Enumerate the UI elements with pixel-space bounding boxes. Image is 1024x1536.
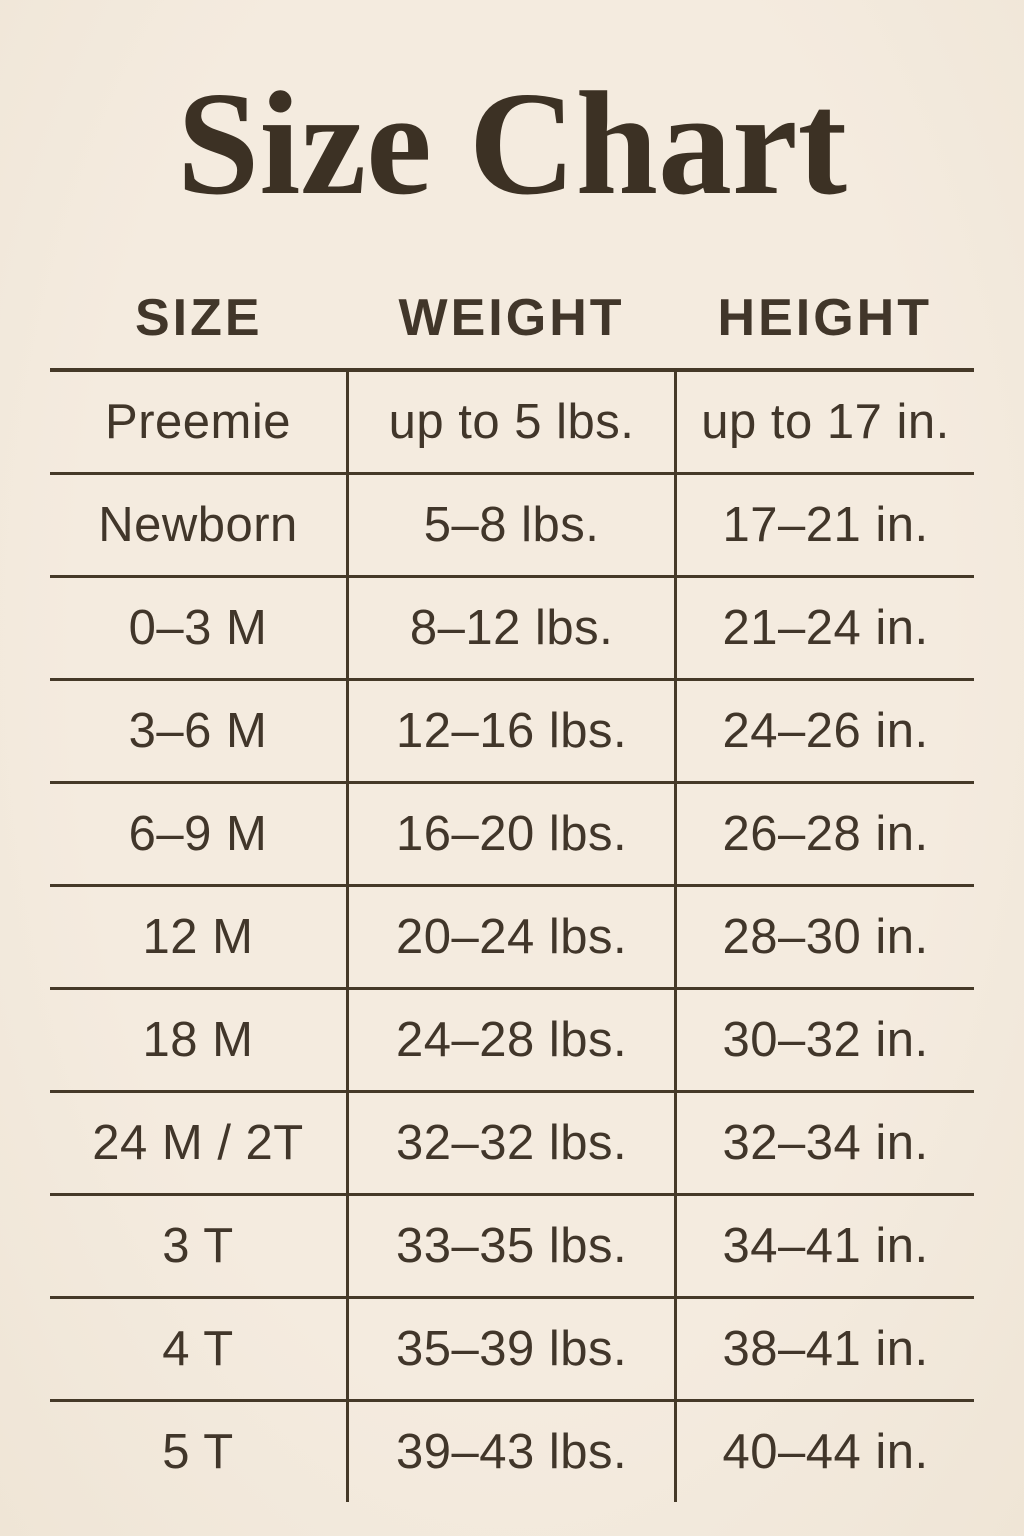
- table-row: [50, 1401, 974, 1503]
- cell-size: 4 T: [50, 1298, 348, 1401]
- table-row: [50, 783, 974, 886]
- cell-weight: 20–24 lbs.: [348, 886, 676, 989]
- cell-weight: 8–12 lbs.: [348, 577, 676, 680]
- table-row: [50, 577, 974, 680]
- cell-height: 24–26 in.: [676, 680, 974, 783]
- table-body: [50, 370, 974, 1502]
- cell-height: 28–30 in.: [676, 886, 974, 989]
- cell-size: Preemie: [105, 395, 291, 449]
- cell-size: 3–6 M: [50, 680, 348, 783]
- column-header-weight: WEIGHT: [348, 268, 676, 370]
- cell-size: 0–3 M: [50, 577, 348, 680]
- size-chart-table: [50, 268, 974, 1502]
- table-row: [50, 1092, 974, 1195]
- table-row: [50, 474, 974, 577]
- cell-weight: 33–35 lbs.: [348, 1195, 676, 1298]
- header-row: [50, 268, 974, 370]
- cell-height: 26–28 in.: [676, 783, 974, 886]
- cell-size: 6–9 M: [50, 783, 348, 886]
- table-row: [50, 370, 974, 474]
- table-row: [50, 989, 974, 1092]
- cell-size: 24 M / 2T: [50, 1092, 348, 1195]
- cell-weight: 5–8 lbs.: [348, 474, 676, 577]
- cell-height: 32–34 in.: [676, 1092, 974, 1195]
- cell-size: Newborn: [50, 474, 348, 577]
- cell-height: 38–41 in.: [676, 1298, 974, 1401]
- cell-height: 30–32 in.: [676, 989, 974, 1092]
- cell-height: 21–24 in.: [676, 577, 974, 680]
- table-header: [50, 268, 974, 370]
- table-row: [50, 1298, 974, 1401]
- table-row: [50, 680, 974, 783]
- cell-weight: up to 5 lbs.: [348, 370, 676, 474]
- table-row: [50, 1195, 974, 1298]
- cell-weight: 16–20 lbs.: [348, 783, 676, 886]
- cell-size: 18 M: [50, 989, 348, 1092]
- cell-weight: 12–16 lbs.: [348, 680, 676, 783]
- cell-weight: 39–43 lbs.: [348, 1401, 676, 1503]
- cell-size: 5 T: [50, 1401, 348, 1503]
- cell-height: 34–41 in.: [676, 1195, 974, 1298]
- cell-size: 3 T: [50, 1195, 348, 1298]
- cell-weight: 35–39 lbs.: [348, 1298, 676, 1401]
- cell-weight: 24–28 lbs.: [348, 989, 676, 1092]
- cell-weight: 32–32 lbs.: [348, 1092, 676, 1195]
- cell-height: 40–44 in.: [676, 1401, 974, 1503]
- table-row: [50, 886, 974, 989]
- column-header-height: HEIGHT: [676, 268, 974, 370]
- cell-size: 12 M: [50, 886, 348, 989]
- page-title: Size Chart: [177, 62, 847, 226]
- cell-height: up to 17 in.: [676, 370, 974, 474]
- cell-height: 17–21 in.: [676, 474, 974, 577]
- column-header-size: SIZE: [50, 268, 348, 370]
